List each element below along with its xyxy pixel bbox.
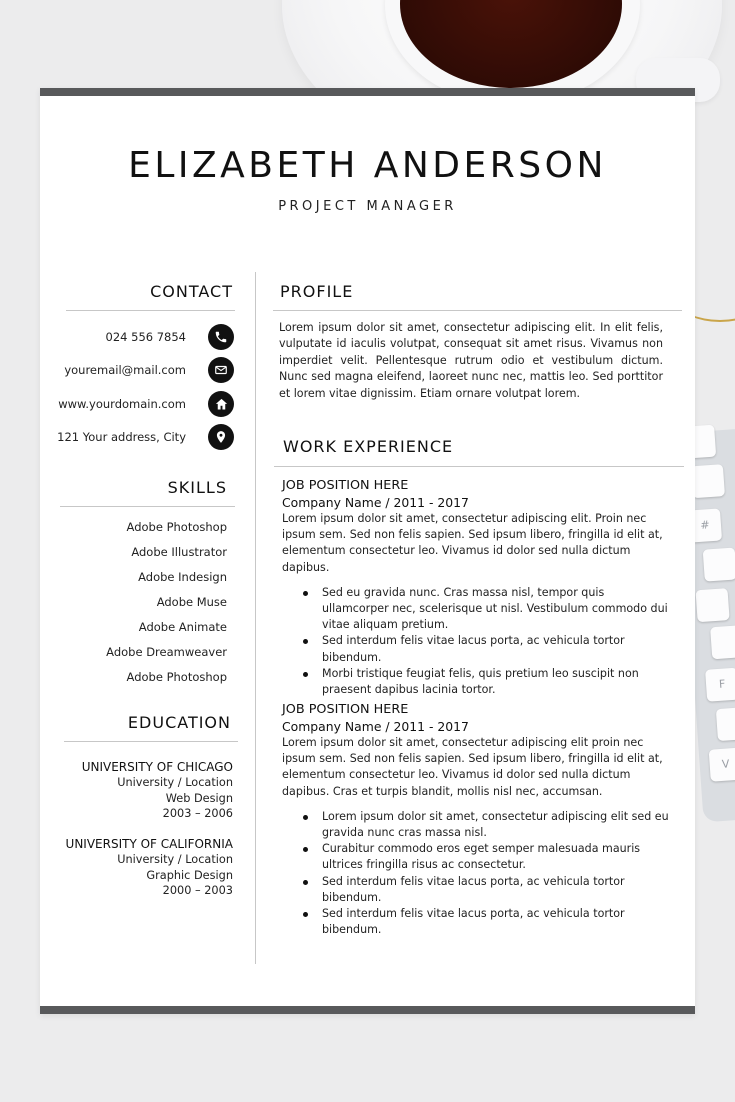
contact-website [58,391,234,419]
job-bullet: Sed eu gravida nunc. Cras massa nisl, tempor quis ullamcorper nec, scelerisque ut nisl. Vestibulum commodo dui vitae aliquam pretium. [322,585,674,634]
skill-item: Adobe Photoshop [126,670,227,684]
education-field: Web Design [165,791,233,805]
keyboard-key-3: # [688,508,722,542]
contact-address-text: 121 Your address, City [57,430,186,444]
contact-phone [62,324,234,352]
work-heading: WORK EXPERIENCE [283,437,454,456]
email-icon [208,357,234,383]
skill-item: Adobe Animate [138,620,227,634]
profile-heading: PROFILE [280,282,354,301]
education-years: 2000 – 2003 [162,884,233,897]
contact-website-text: www.yourdomain.com [58,397,186,411]
keyboard-key-f: F [705,668,735,702]
keyboard-key [716,707,735,741]
bottom-accent-bar [40,1006,695,1014]
job-entry [282,701,674,938]
keyboard-key [691,464,725,498]
keyboard-key-v: V [709,748,735,782]
job-description: Lorem ipsum dolor sit amet, consectetur adipiscing elit proin nec ipsum sem. Sed non felis sapien. Sed ipsum libero, fringilla id elit at, elementum consectetur leo. Vivamus id dolor sed nulla dictum dapibus. Cras et turpis blandit, mollis nisl nec, accumsan. [282,736,663,798]
contact-rule [66,310,235,311]
top-accent-bar [40,88,695,96]
education-entry [66,836,233,899]
keyboard-key [710,625,735,659]
contact-email-text: youremail@mail.com [64,363,186,377]
job-company: Company Name / 2011 - 2017 [282,719,469,734]
education-heading: EDUCATION [127,713,231,732]
location-pin-icon [208,424,234,450]
education-location: University / Location [117,853,233,866]
education-years: 2003 – 2006 [162,807,233,820]
skill-item: Adobe Illustrator [131,545,227,559]
job-company: Company Name / 2011 - 2017 [282,495,469,510]
skill-item: Adobe Muse [156,595,227,609]
education-school: UNIVERSITY OF CALIFORNIA [65,837,233,851]
resume-role: PROJECT MANAGER [278,199,457,214]
job-bullets [282,585,674,698]
skill-item: Adobe Dreamweaver [106,645,227,659]
column-divider [255,272,256,964]
contact-email [62,357,234,385]
education-location: University / Location [117,776,233,789]
job-bullet: Sed interdum felis vitae lacus porta, ac vehicula tortor bibendum. [322,633,674,665]
job-title: JOB POSITION HERE [282,702,409,717]
home-icon [208,391,234,417]
contact-heading: CONTACT [150,282,233,301]
job-bullet: Sed interdum felis vitae lacus porta, ac vehicula tortor bibendum. [322,906,674,938]
job-description: Lorem ipsum dolor sit amet, consectetur adipiscing elit. Proin nec ipsum sem. Sed non felis sapien. Sed ipsum libero, fringilla id elit at, elementum consectetur leo. Vivamus id dolor sed nulla dictum dapibus. [282,512,663,574]
education-entry [82,759,233,822]
resume-page [40,88,695,1014]
education-field: Graphic Design [146,868,233,882]
skills-rule [60,506,235,507]
phone-icon [208,324,234,350]
education-school: UNIVERSITY OF CHICAGO [81,760,233,774]
work-rule [274,466,684,467]
profile-text: Lorem ipsum dolor sit amet, consectetur adipiscing elit. In elit felis, vulputate id iaculis volutpat, consequat sit amet risus. Vivamus non imperdiet velit. Pellentesque rutrum odio et vestibulum dictum. Nunc sed magna eleifend, laoreet nunc nec, mattis leo. Sed porttitor et lorem vitae dignissim. Etiam ornare volutpat lorem. [279,321,663,400]
profile-rule [273,310,682,311]
job-bullets [282,809,674,939]
contact-phone-text: 024 556 7854 [105,330,186,344]
skill-item: Adobe Photoshop [126,520,227,534]
resume-name: ELIZABETH ANDERSON [128,145,607,186]
keyboard-key [703,547,735,581]
job-bullet: Sed interdum felis vitae lacus porta, ac vehicula tortor bibendum. [322,874,674,906]
job-bullet: Lorem ipsum dolor sit amet, consectetur adipiscing elit sed eu gravida nunc cras massa nisl. [322,809,674,841]
job-entry [282,477,674,698]
skills-heading: SKILLS [167,478,227,497]
job-bullet: Curabitur commodo eros eget semper malesuada mauris ultrices fringilla risus ac consectetur. [322,841,674,873]
job-bullet: Morbi tristique feugiat felis, quis pretium leo suscipit non praesent dapibus lacinia tortor. [322,666,674,698]
job-title: JOB POSITION HERE [282,478,409,493]
education-rule [64,741,238,742]
contact-address [57,424,234,452]
skill-item: Adobe Indesign [138,570,227,584]
keyboard-key [695,588,729,622]
